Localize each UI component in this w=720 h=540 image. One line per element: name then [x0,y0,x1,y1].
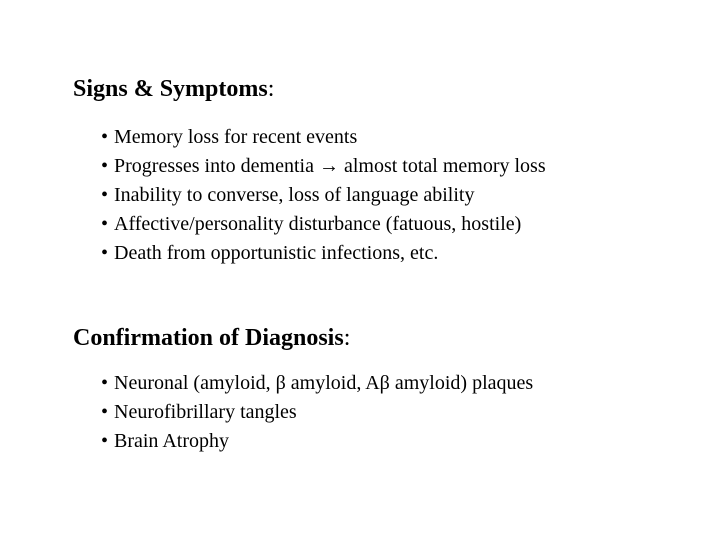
diagnosis-heading-colon: : [343,325,351,351]
list-item-text: Death from opportunistic infections, etc. [114,242,439,264]
list-item-text: Neuronal (amyloid, β amyloid, Aβ amyloid) plaques [114,372,534,394]
list-item [101,427,533,456]
bullet-icon: • [101,242,109,264]
bullet-icon: • [101,401,109,423]
signs-symptoms-section [73,72,546,268]
list-item [101,123,546,152]
list-item-text: Memory loss for recent events [114,126,358,148]
list-item-text: Brain Atrophy [114,430,229,452]
list-item-text: Affective/personality disturbance (fatuous, hostile) [114,213,522,235]
diagnosis-heading [73,321,533,355]
diagnosis-list [73,369,533,456]
bullet-icon: • [101,126,109,148]
list-item-text: Progresses into dementia → almost total memory loss [114,155,546,177]
list-item [101,181,546,210]
bullet-icon: • [101,155,109,177]
diagnosis-heading-text: Confirmation of Diagnosis [73,325,344,351]
bullet-icon: • [101,372,109,394]
list-item [101,369,533,398]
bullet-icon: • [101,184,109,206]
list-item [101,152,546,181]
signs-symptoms-heading [73,72,546,106]
list-item-text: Inability to converse, loss of language ability [114,184,475,206]
signs-symptoms-heading-colon: : [267,76,275,102]
bullet-icon: • [101,430,109,452]
list-item-text: Neurofibrillary tangles [114,401,297,423]
diagnosis-section [73,321,533,456]
bullet-icon: • [101,213,109,235]
signs-symptoms-list [73,123,546,268]
list-item [101,239,546,268]
list-item [101,398,533,427]
signs-symptoms-heading-text: Signs & Symptoms [73,76,268,102]
list-item [101,210,546,239]
